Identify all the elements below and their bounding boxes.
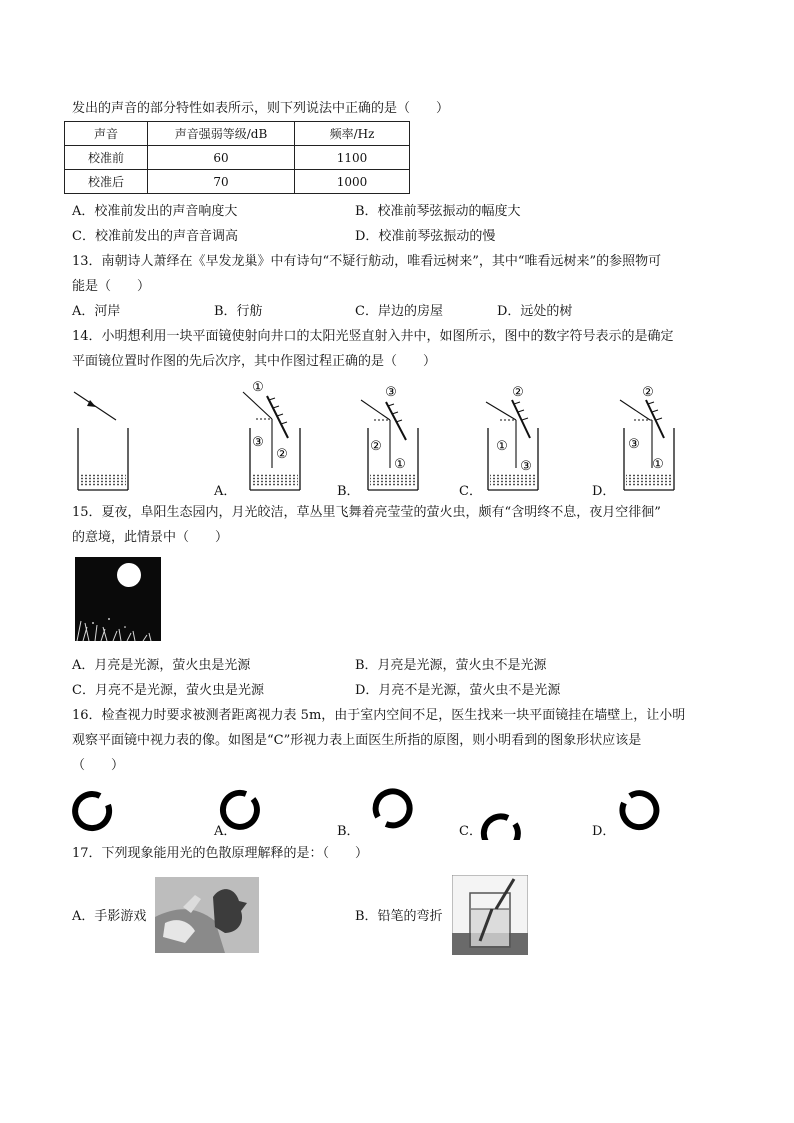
step-label: ① xyxy=(496,439,508,454)
sound-table xyxy=(64,121,410,194)
table-header: 声音 xyxy=(65,122,148,146)
step-label: ② xyxy=(512,385,524,400)
step-label: ③ xyxy=(252,435,264,450)
step-label: ③ xyxy=(520,459,532,474)
q13-option-b: B．行舫 xyxy=(214,304,263,319)
q13-option-d: D．远处的树 xyxy=(497,304,573,319)
q12-option-b: B．校准前琴弦振动的幅度大 xyxy=(355,204,521,219)
well-figure-b xyxy=(361,385,418,490)
c-rings xyxy=(60,784,680,840)
q15-option-b: B．月亮是光源，萤火虫不是光源 xyxy=(355,658,547,673)
table-cell: 1000 xyxy=(295,170,410,194)
q14-label-a: A． xyxy=(214,484,237,499)
step-label: ① xyxy=(252,380,264,395)
pencil-in-glass-photo xyxy=(452,875,528,955)
c-ring-b xyxy=(376,791,410,825)
q15-option-a: A．月亮是光源，萤火虫是光源 xyxy=(72,658,251,673)
q15-option-d: D．月亮不是光源，萤火虫不是光源 xyxy=(355,683,561,698)
q17-option-a: A．手影游戏 xyxy=(72,909,147,924)
well-figure-d xyxy=(620,385,674,490)
q12-option-c: C．校准前发出的声音音调高 xyxy=(72,229,238,244)
q13-option-c: C．岸边的房屋 xyxy=(355,304,443,319)
q16-stem-line1: 16．检查视力时要求被测者距离视力表 5m，由于室内空间不足，医生找来一块平面镜挂在墙壁上，让小明 xyxy=(72,708,686,723)
table-cell: 校准后 xyxy=(65,170,148,194)
q12-option-d: D．校准前琴弦振动的慢 xyxy=(355,229,496,244)
table-cell: 60 xyxy=(148,146,295,170)
q15-stem-line2: 的意境，此情景中（ ） xyxy=(72,530,229,545)
table-row xyxy=(65,170,410,194)
q14-label-b: B． xyxy=(337,484,360,499)
q14-label-d: D． xyxy=(592,484,616,499)
q16-label-a: A． xyxy=(214,824,237,839)
q12-intro: 发出的声音的部分特性如表所示，则下列说法中正确的是（ ） xyxy=(72,101,450,116)
q16-label-b: B． xyxy=(337,824,360,839)
q13-option-a: A．河岸 xyxy=(72,304,121,319)
table-row xyxy=(65,146,410,170)
table-header: 频率/Hz xyxy=(295,122,410,146)
shadow-puppet-photo xyxy=(155,877,259,953)
q16-label-c: C． xyxy=(459,824,482,839)
q12-option-a: A．校准前发出的声音响度大 xyxy=(72,204,238,219)
table-cell: 1100 xyxy=(295,146,410,170)
step-label: ③ xyxy=(628,437,640,452)
c-ring-c xyxy=(484,816,518,840)
step-label: ② xyxy=(276,447,288,462)
well-figure-a xyxy=(243,380,300,490)
q15-stem-line1: 15．夏夜，阜阳生态园内，月光皎洁，草丛里飞舞着亮莹莹的萤火虫，颇有“含明终不息，夜月空徘徊” xyxy=(72,505,661,520)
c-ring-original xyxy=(75,794,109,828)
step-label: ② xyxy=(370,439,382,454)
q13-stem-line1: 13．南朝诗人萧绎在《早发龙巢》中有诗句“不疑行舫动，唯看远树来”，其中“唯看远树来”的参照物可 xyxy=(72,254,662,269)
original-well-figure xyxy=(74,392,128,490)
q14-label-c: C． xyxy=(459,484,482,499)
night-moon-picture xyxy=(75,557,161,641)
q16-label-d: D． xyxy=(592,824,616,839)
q14-stem-line2: 平面镜位置时作图的先后次序，其中作图过程正确的是（ ） xyxy=(72,354,437,369)
well-figure-c xyxy=(486,385,538,490)
q13-stem-line2: 能是（ ） xyxy=(72,279,151,294)
well-diagrams xyxy=(60,378,760,498)
q16-stem-line2: 观察平面镜中视力表的像。如图是“C”形视力表上面医生所指的原图，则小明看到的图象形状应该是 xyxy=(72,733,642,748)
q17-option-b: B．铅笔的弯折 xyxy=(355,909,443,924)
table-header-row xyxy=(65,122,410,146)
table-cell: 70 xyxy=(148,170,295,194)
c-ring-d xyxy=(622,793,656,827)
step-label: ① xyxy=(394,457,406,472)
table-cell: 校准前 xyxy=(65,146,148,170)
table-header: 声音强弱等级/dB xyxy=(148,122,295,146)
step-label: ③ xyxy=(385,385,397,400)
q15-option-c: C．月亮不是光源，萤火虫是光源 xyxy=(72,683,264,698)
q14-stem-line1: 14．小明想利用一块平面镜使射向井口的太阳光竖直射入井中，如图所示，图中的数字符号表示的是确定 xyxy=(72,329,674,344)
step-label: ② xyxy=(642,385,654,400)
q16-stem-line3: （ ） xyxy=(72,758,125,773)
step-label: ① xyxy=(652,457,664,472)
q17-stem: 17．下列现象能用光的色散原理解释的是：（ ） xyxy=(72,846,369,861)
